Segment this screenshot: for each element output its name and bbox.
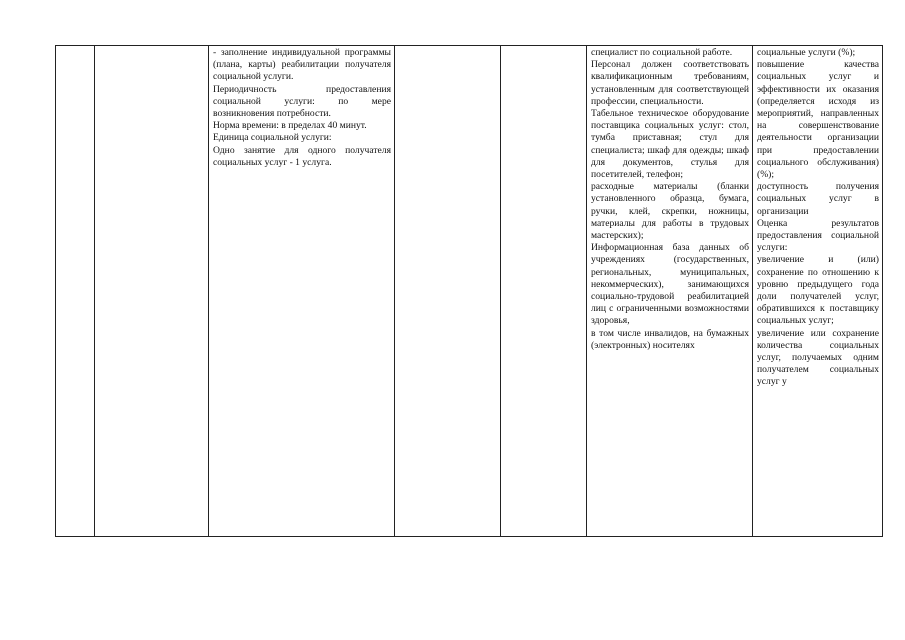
cell-paragraph: Норма времени: в пределах 40 минут. xyxy=(213,120,367,132)
cell-paragraph: Одно занятие для одного получателя социальных услуг - 1 услуга. xyxy=(213,144,391,168)
cell-paragraph: Единица социальной услуги: xyxy=(213,132,332,144)
cell-paragraph: повышение качества социальных услуг и эффективности их оказания (определяется исходя из мероприятий, направленных на совершенствование деятельности организации при предоставлении социального обслуживания) (%); xyxy=(757,59,879,181)
table-cell-number xyxy=(56,46,95,537)
cell-content xyxy=(209,46,394,169)
document-table xyxy=(55,45,883,537)
cell-content xyxy=(753,46,882,389)
cell-paragraph: Оценка результатов предоставления социальной услуги: xyxy=(757,217,879,254)
cell-content xyxy=(395,46,500,47)
cell-paragraph: Информационная база данных об учреждениях (государственных, региональных, муниципальных, некоммерческих), занимающихся социально-трудовой реабилитацией лиц с ограниченными возможностями здоровья, xyxy=(591,242,749,327)
cell-paragraph: Периодичность предоставления социальной услуги: по мере возникновения потребности. xyxy=(213,83,391,120)
table-cell-quality-indicators xyxy=(753,46,883,537)
cell-paragraph: увеличение или сохранение количества социальных услуг, получаемых одним получателем социальных услуг у xyxy=(757,327,879,388)
cell-paragraph: увеличение и (или) сохранение по отношению к уровню предыдущего года доли получателей услуг, обратившихся к поставщику социальных услуг; xyxy=(757,254,879,327)
table-cell-empty-5 xyxy=(501,46,587,537)
table-cell-service-description xyxy=(209,46,395,537)
table-cell-empty-4 xyxy=(395,46,501,537)
cell-paragraph: - заполнение индивидуальной программы (плана, карты) реабилитации получателя социальной услуги. xyxy=(213,47,391,83)
table-row xyxy=(56,46,883,537)
cell-content xyxy=(501,46,586,47)
table-cell-service-name xyxy=(95,46,209,537)
table-cell-conditions xyxy=(587,46,753,537)
cell-paragraph: Персонал должен соответствовать квалификационным требованиям, установленным для соответствующей профессии, специальности. xyxy=(591,59,749,107)
cell-paragraph: Табельное техническое оборудование поставщика социальных услуг: стол, тумба приставная; стул для специалиста; шкаф для одежды; шкаф для документов, стулья для посетителей, телефон; xyxy=(591,108,749,181)
cell-paragraph: специалист по социальной работе. xyxy=(591,47,733,58)
cell-paragraph: в том числе инвалидов, на бумажных (электронных) носителях xyxy=(591,327,749,351)
cell-paragraph: социальные услуги (%); xyxy=(757,47,856,58)
cell-paragraph: доступность получения социальных услуг в организации xyxy=(757,181,879,217)
cell-content xyxy=(56,46,94,47)
cell-content xyxy=(95,46,208,47)
cell-paragraph: расходные материалы (бланки установленного образца, бумага, ручки, клей, скрепки, ножницы, материалы для работы в трудовых мастерских); xyxy=(591,181,749,242)
cell-content xyxy=(587,46,752,352)
